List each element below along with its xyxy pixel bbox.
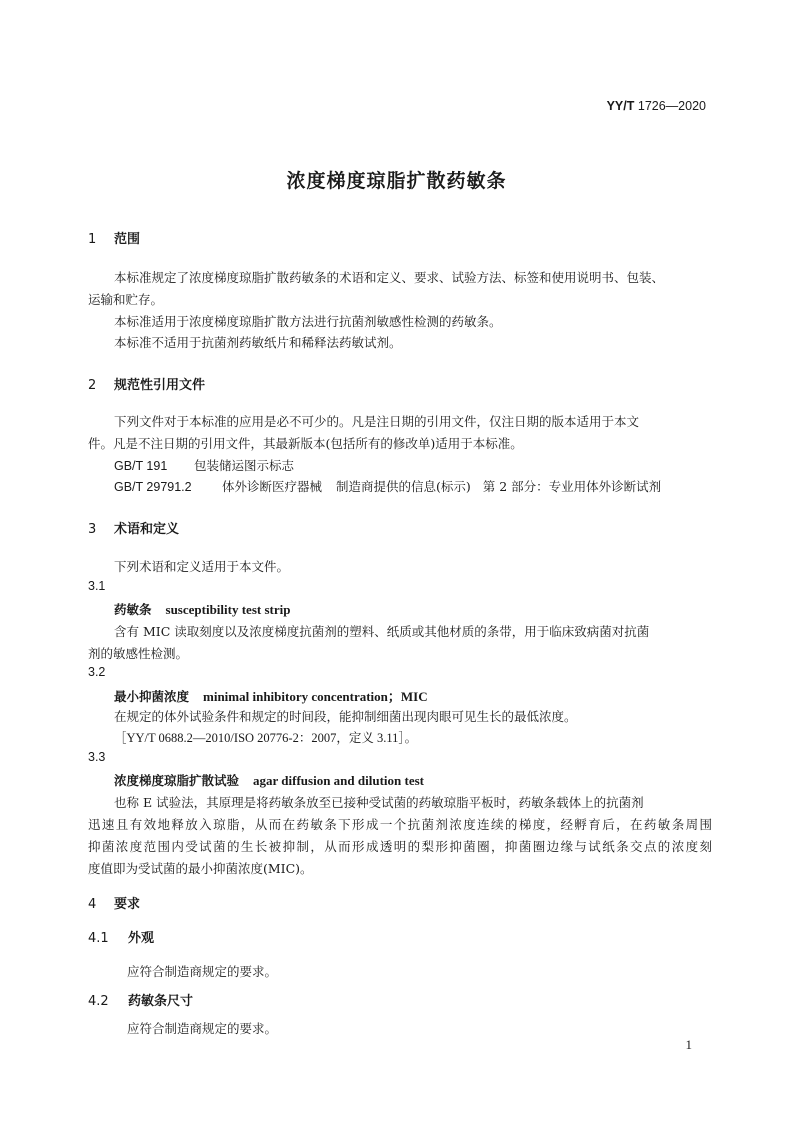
standard-code: 1726—2020 (637, 99, 706, 113)
section-4-heading (88, 893, 140, 912)
term-english: minimal inhibitory concentration；MIC (203, 689, 428, 704)
paragraph-line: 件。凡是不注日期的引用文件，其最新版本(包括所有的修改单)适用于本标准。 (88, 436, 523, 451)
section-2-heading (88, 374, 205, 393)
paragraph-line: 本标准规定了浓度梯度琼脂扩散药敏条的术语和定义、要求、试验方法、标签和使用说明书、包装、 (114, 270, 665, 285)
term-chinese: 最小抑菌浓度 (114, 689, 190, 704)
term-number: 3.3 (88, 750, 106, 764)
reference-code: GB/T 29791.2 (114, 480, 192, 494)
reference-item (114, 456, 294, 474)
paragraph: 本标准不适用于抗菌剂药敏纸片和稀释法药敏试剂。 (114, 335, 402, 350)
definition-source: ［YY/T 0688.2—2010/ISO 20776-2：2007，定义 3.11］。 (114, 731, 418, 745)
term-number: 3.1 (88, 579, 106, 593)
paragraph: 应符合制造商规定的要求。 (127, 964, 278, 979)
subsection-title: 药敏条尺寸 (128, 994, 194, 1009)
subsection-4-1-heading (88, 927, 154, 946)
paragraph-line: 运输和贮存。 (88, 292, 164, 307)
term-chinese: 药敏条 (114, 602, 152, 617)
standard-number (607, 99, 706, 113)
document-title: 浓度梯度琼脂扩散药敏条 (286, 170, 507, 192)
standard-prefix: YY/T (606, 99, 635, 113)
section-number: 3 (88, 522, 97, 537)
definition-line: 迅速且有效地释放入琼脂，从而在药敏条下形成一个抗菌剂浓度连续的梯度，经孵育后，在药敏条周围 (88, 817, 712, 832)
section-title: 范围 (114, 232, 141, 247)
definition-line: 含有 MIC 读取刻度以及浓度梯度抗菌剂的塑料、纸质或其他材质的条带，用于临床致病菌对抗菌 (114, 624, 650, 639)
subsection-title: 外观 (128, 931, 155, 946)
reference-item (114, 477, 661, 495)
subsection-number: 4.2 (88, 994, 109, 1009)
term-number: 3.2 (88, 665, 106, 679)
page-number: 1 (685, 1037, 692, 1052)
definition-line: 抑菌浓度范围内受试菌的生长被抑制，从而形成透明的梨形抑菌圈，抑菌圈边缘与试纸条交点的浓度刻 (88, 839, 712, 854)
reference-title: 体外诊断医疗器械 (222, 479, 323, 494)
section-1-heading (88, 228, 140, 247)
paragraph-line: 下列文件对于本标准的应用是必不可少的。凡是注日期的引用文件，仅注日期的版本适用于本文 (114, 414, 640, 429)
section-title: 术语和定义 (114, 522, 180, 537)
definition-line: 度值即为受试菌的最小抑菌浓度(MIC)。 (88, 861, 313, 876)
subsection-number: 4.1 (88, 931, 109, 946)
reference-title-part: 制造商提供的信息(标示) (336, 479, 471, 494)
definition-line: 也称 E 试验法，其原理是将药敏条放至已接种受试菌的药敏琼脂平板时，药敏条载体上的抗菌剂 (114, 795, 644, 810)
paragraph: 下列术语和定义适用于本文件。 (114, 559, 290, 574)
section-3-heading (88, 518, 179, 537)
section-number: 4 (88, 897, 97, 912)
definition-line: 剂的敏感性检测。 (88, 646, 189, 661)
term-chinese: 浓度梯度琼脂扩散试验 (114, 773, 240, 788)
section-title: 要求 (114, 897, 141, 912)
term-english: agar diffusion and dilution test (253, 773, 424, 788)
paragraph: 应符合制造商规定的要求。 (127, 1021, 278, 1036)
term-heading (114, 686, 428, 705)
section-title: 规范性引用文件 (114, 378, 206, 393)
section-number: 2 (88, 378, 97, 393)
reference-code: GB/T 191 (114, 459, 168, 473)
subsection-4-2-heading (88, 990, 193, 1009)
term-heading (114, 600, 290, 618)
term-english: susceptibility test strip (165, 602, 291, 617)
term-heading (114, 771, 424, 789)
definition-line: 在规定的体外试验条件和规定的时间段，能抑制细菌出现肉眼可见生长的最低浓度。 (114, 709, 577, 724)
reference-title-part: 第 2 部分：专业用体外诊断试剂 (482, 479, 662, 494)
paragraph: 本标准适用于浓度梯度琼脂扩散方法进行抗菌剂敏感性检测的药敏条。 (114, 314, 502, 329)
section-number: 1 (88, 232, 97, 247)
reference-title: 包装储运图示标志 (194, 458, 295, 473)
